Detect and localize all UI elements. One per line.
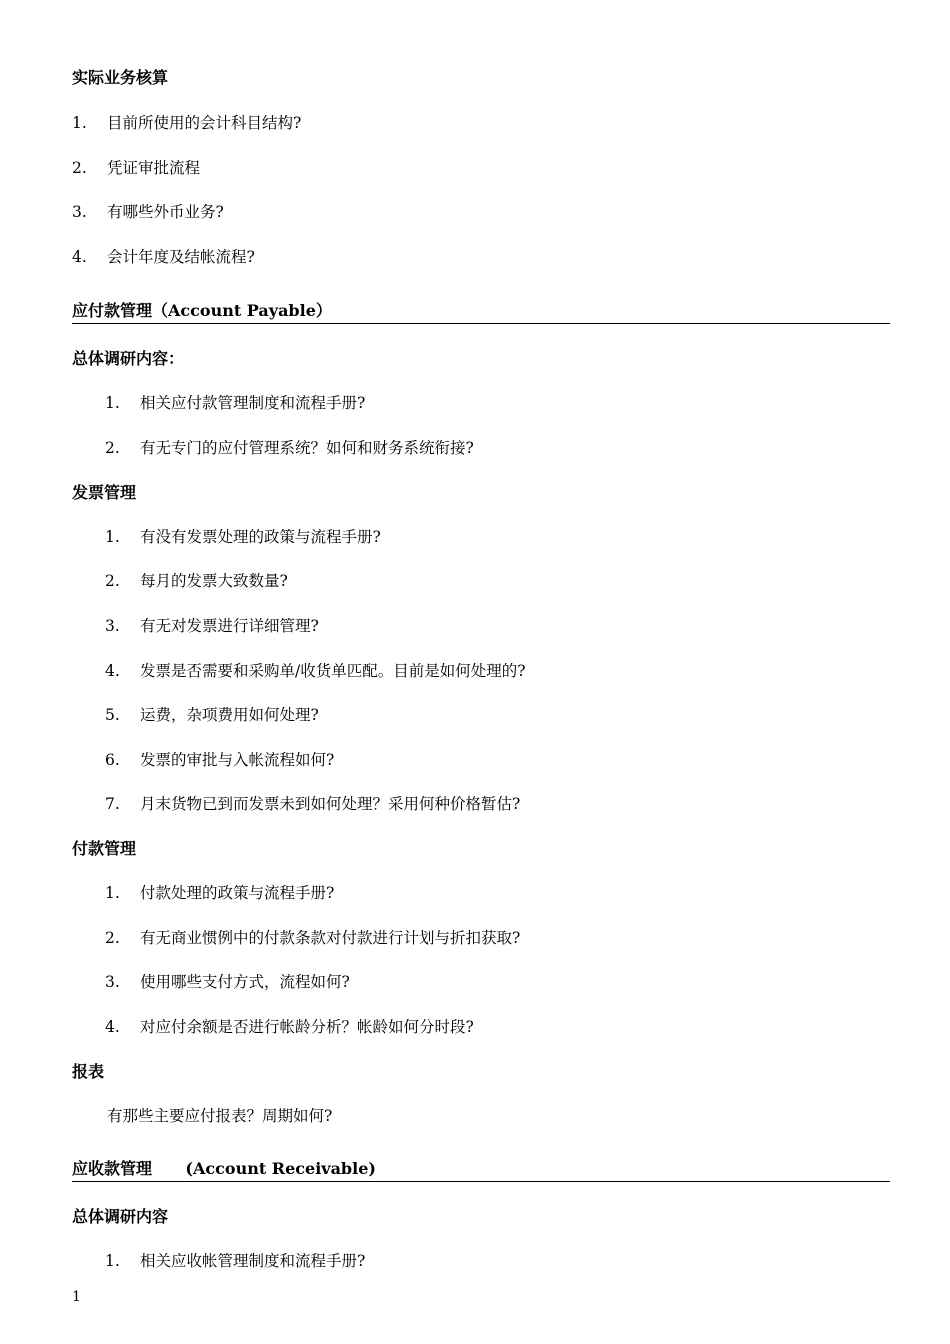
- list-number: 4.: [105, 1018, 120, 1036]
- page-number: 1: [72, 1289, 81, 1305]
- list-number: 3.: [105, 973, 120, 991]
- list-text: 有无商业惯例中的付款条款对付款进行计划与折扣获取?: [140, 929, 521, 947]
- list-number: 3.: [105, 617, 120, 635]
- list-text: 每月的发票大致数量?: [140, 572, 288, 590]
- list-text: 目前所使用的会计科目结构?: [107, 114, 302, 132]
- subheading-ar-overall: 总体调研内容: [72, 1207, 169, 1226]
- subheading-invoice: 发票管理: [72, 483, 137, 502]
- section-heading-accounts-payable: 应付款管理（Account Payable）: [72, 301, 890, 324]
- list-number: 2.: [105, 929, 120, 947]
- list-number: 2.: [105, 439, 120, 457]
- list-text: 月末货物已到而发票未到如何处理？采用何种价格暂估?: [140, 795, 521, 813]
- list-text: 凭证审批流程: [107, 159, 201, 177]
- list-text: 发票是否需要和采购单/收货单匹配。目前是如何处理的?: [140, 662, 526, 680]
- list-text: 付款处理的政策与流程手册?: [140, 884, 335, 902]
- list-text: 会计年度及结帐流程?: [107, 248, 255, 266]
- subheading-payment: 付款管理: [72, 839, 137, 858]
- list-text: 运费，杂项费用如何处理?: [140, 706, 319, 724]
- list-text: 相关应付款管理制度和流程手册?: [140, 394, 366, 412]
- list-text: 对应付余额是否进行帐龄分析？帐龄如何分时段?: [140, 1018, 474, 1036]
- subheading-ap-overall: 总体调研内容：: [72, 349, 185, 368]
- list-number: 1.: [105, 1252, 120, 1270]
- list-number: 1.: [72, 114, 87, 132]
- list-text: 有无专门的应付管理系统？如何和财务系统衔接?: [140, 439, 474, 457]
- list-text: 有哪些外币业务?: [107, 203, 224, 221]
- list-text: 使用哪些支付方式，流程如何?: [140, 973, 350, 991]
- list-text: 发票的审批与入帐流程如何?: [140, 751, 335, 769]
- reports-text: 有那些主要应付报表？周期如何?: [107, 1107, 333, 1125]
- list-number: 1.: [105, 528, 120, 546]
- list-number: 3.: [72, 203, 87, 221]
- list-number: 1.: [105, 394, 120, 412]
- section-heading-accounts-receivable: 应收款管理 (Account Receivable): [72, 1159, 890, 1182]
- list-text: 有无对发票进行详细管理?: [140, 617, 319, 635]
- list-number: 2.: [105, 572, 120, 590]
- section-heading-actual-accounting: 实际业务核算: [72, 68, 169, 87]
- subheading-reports: 报表: [72, 1062, 105, 1081]
- list-number: 7.: [105, 795, 120, 813]
- list-number: 4.: [105, 662, 120, 680]
- list-number: 6.: [105, 751, 120, 769]
- list-number: 5.: [105, 706, 120, 724]
- list-number: 4.: [72, 248, 87, 266]
- list-text: 相关应收帐管理制度和流程手册?: [140, 1252, 366, 1270]
- list-text: 有没有发票处理的政策与流程手册?: [140, 528, 381, 546]
- list-number: 1.: [105, 884, 120, 902]
- list-number: 2.: [72, 159, 87, 177]
